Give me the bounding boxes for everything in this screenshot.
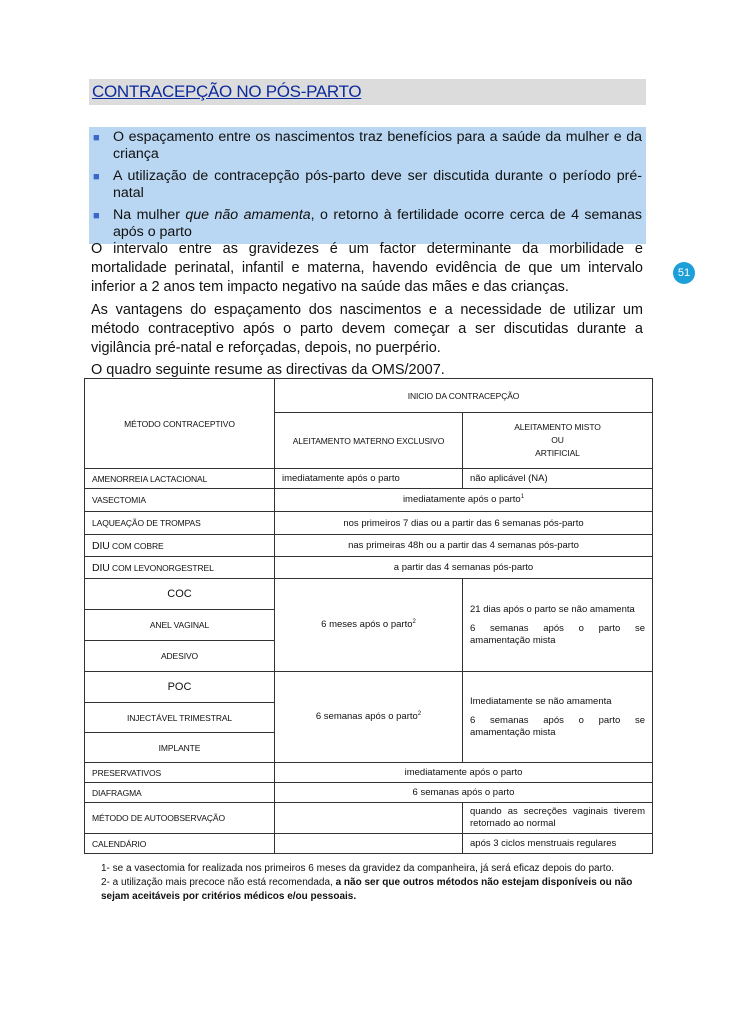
method-anel-vaginal: ANEL VAGINAL: [85, 610, 275, 641]
cell-calendario-misto: após 3 ciclos menstruais regulares: [463, 834, 653, 854]
method-adesivo: ADESIVO: [85, 641, 275, 672]
header-method: MÉTODO CONTRACEPTIVO: [85, 379, 275, 469]
cell-diu-levonorgestrel: a partir das 4 semanas pós-parto: [275, 557, 653, 579]
key-point: [89, 207, 646, 241]
cell-diafragma: 6 semanas após o parto: [275, 783, 653, 803]
cell-amenorreia-exclusivo: imediatamente após o parto: [275, 469, 463, 489]
method-injectavel: INJECTÁVEL TRIMESTRAL: [85, 703, 275, 733]
cell-diu-cobre: nas primeiras 48h ou a partir das 4 semanas pós-parto: [275, 535, 653, 557]
cell-poc-misto-line: Imediatamente se não amamenta: [470, 695, 612, 707]
cell-amenorreia-misto: não aplicável (NA): [463, 469, 653, 489]
method-implante: IMPLANTE: [85, 733, 275, 763]
footnote-ref: 1: [520, 494, 525, 501]
key-point: [89, 129, 646, 163]
cell-vasectomia-text: imediatamente após o parto: [402, 494, 521, 506]
footnote-2: [101, 876, 647, 904]
method-poc: POC: [85, 672, 275, 703]
cell-laqueacao: nos primeiros 7 dias ou a partir das 6 semanas pós-parto: [275, 512, 653, 535]
method-calendario: CALENDÁRIO: [85, 834, 275, 854]
method-diu-label: DIU: [92, 539, 110, 552]
square-bullet-icon: ■: [93, 171, 100, 183]
method-diafragma: DIAFRAGMA: [85, 783, 275, 803]
cell-coc-misto: [463, 579, 653, 672]
footnote-2-text: 2- a utilização mais precoce não está recomendada,: [101, 877, 336, 888]
footnote-1: 1- se a vasectomia for realizada nos primeiros 6 meses da gravidez da companheira, já será eficaz depois do parto.: [101, 863, 615, 874]
key-point-text: A utilização de contracepção pós-parto deve ser discutida durante o período pré-natal: [113, 168, 642, 201]
cell-coc-exclusivo-text: 6 meses após o parto: [321, 619, 413, 631]
title-bar: [89, 79, 646, 105]
cell-poc-exclusivo: [275, 672, 463, 763]
method-diu-label: DIU: [92, 561, 110, 574]
square-bullet-icon: ■: [93, 132, 100, 144]
cell-poc-exclusivo-text: 6 semanas após o parto: [315, 711, 418, 723]
footnotes: [101, 862, 647, 904]
header-misto: [463, 413, 653, 469]
method-laqueacao: LAQUEAÇÃO DE TROMPAS: [85, 512, 275, 535]
method-preservativos: PRESERVATIVOS: [85, 763, 275, 783]
method-vasectomia: VASECTOMIA: [85, 489, 275, 512]
cell-poc-misto: [463, 672, 653, 763]
header-misto-line: OU: [551, 435, 564, 445]
key-points-box: [89, 127, 646, 244]
method-diu-suffix: COM COBRE: [109, 540, 164, 551]
cell-preservativos: imediatamente após o parto: [275, 763, 653, 783]
footnote-2-bold: a não ser que outros métodos não estejam disponíveis ou não sejam aceitáveis por critérios médicos e/ou pessoais.: [101, 877, 633, 902]
cell-coc-misto-line: 21 dias após o parto se não amamenta: [470, 603, 635, 615]
page-title: CONTRACEPÇÃO NO PÓS-PARTO: [92, 82, 362, 101]
key-point-text: , o retorno à fertilidade ocorre cerca de 4 semanas após o parto: [113, 207, 642, 240]
key-point-text: Na mulher: [113, 207, 186, 223]
cell-calendario-exclusivo: [275, 834, 463, 854]
contraception-table: [84, 378, 653, 854]
method-diu-levonorgestrel: [85, 557, 275, 579]
header-misto-line: ARTIFICIAL: [535, 448, 580, 458]
method-amenorreia: AMENORREIA LACTACIONAL: [85, 469, 275, 489]
cell-coc-exclusivo: [275, 579, 463, 672]
paragraph-quadro: O quadro seguinte resume as directivas da OMS/2007.: [91, 362, 445, 378]
method-diu-suffix: COM LEVONORGESTREL: [109, 562, 214, 573]
square-bullet-icon: ■: [93, 210, 100, 222]
key-point-text: O espaçamento entre os nascimentos traz benefícios para a saúde da mulher e da criança: [113, 129, 642, 162]
cell-autoobservacao-misto: quando as secreções vaginais tiverem retornado ao normal: [463, 803, 653, 834]
method-autoobservacao: MÉTODO DE AUTOOBSERVAÇÃO: [85, 803, 275, 834]
cell-autoobservacao-exclusivo: [275, 803, 463, 834]
key-point: [89, 168, 646, 202]
footnote-ref: 2: [412, 619, 416, 626]
header-exclusivo: ALEITAMENTO MATERNO EXCLUSIVO: [275, 413, 463, 469]
page-number-badge: 51: [673, 262, 695, 284]
method-diu-cobre: [85, 535, 275, 557]
paragraph-intervalo: O intervalo entre as gravidezes é um factor determinante da morbilidade e mortalidade perinatal, infantil e materna, havendo evidência de que um intervalo inferior a 2 anos tem impacto negativo na saúde das mães e das crianças.: [91, 241, 643, 295]
cell-poc-misto-line: 6 semanas após o parto se amamentação mista: [470, 714, 645, 738]
cell-vasectomia: [275, 489, 653, 512]
key-point-emphasis: que não amamenta: [185, 207, 311, 223]
footnote-ref: 2: [417, 711, 422, 718]
method-coc: COC: [85, 579, 275, 610]
cell-coc-misto-line: 6 semanas após o parto se amamentação mista: [470, 622, 645, 646]
header-misto-line: ALEITAMENTO MISTO: [514, 422, 601, 432]
header-inicio: INICIO DA CONTRACEPÇÃO: [275, 379, 653, 413]
paragraph-vantagens: As vantagens do espaçamento dos nascimentos e a necessidade de utilizar um método contraceptivo após o parto devem começar a ser discutidas durante a vigilância pré-natal e reforçadas, depois, no puerpério.: [91, 302, 643, 356]
